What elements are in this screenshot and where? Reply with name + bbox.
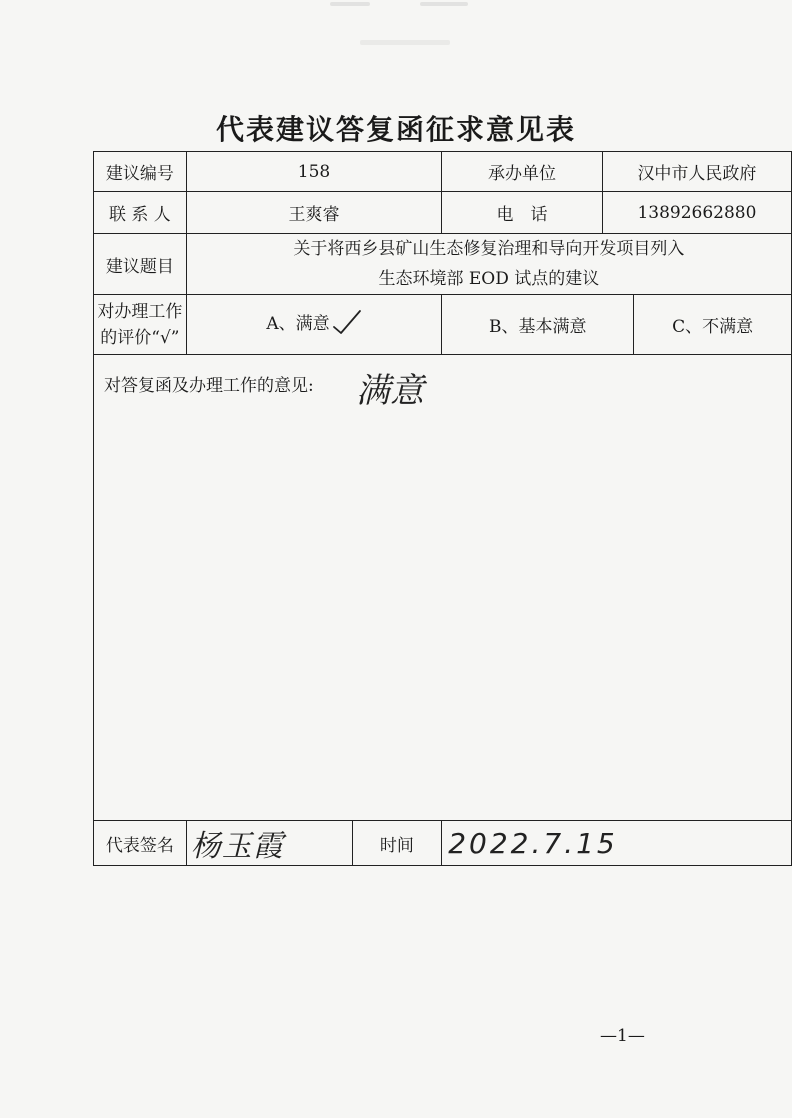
number-label: 建议编号 (94, 152, 187, 192)
time-handwritten: 2022.7.15 (448, 826, 618, 860)
option-c[interactable]: C、不满意 (634, 295, 792, 355)
topic-label: 建议题目 (94, 234, 187, 295)
number-value: 158 (186, 152, 441, 192)
evaluation-label (94, 295, 187, 355)
opinion-form-table (93, 151, 792, 866)
unit-value: 汉中市人民政府 (602, 152, 791, 192)
topic-line-1: 关于将西乡县矿山生态修复治理和导向开发项目列入 (293, 239, 685, 259)
contact-value: 王爽睿 (186, 192, 441, 234)
page-number: —1— (600, 1026, 645, 1046)
time-label: 时间 (352, 821, 442, 866)
scan-artifact (330, 2, 370, 6)
opinion-label: 对答复函及办理工作的意见: (104, 376, 314, 396)
contact-label: 联 系 人 (94, 192, 187, 234)
evaluation-label-line-2: 的评价“√” (100, 327, 180, 348)
signature-label: 代表签名 (94, 821, 187, 866)
checkmark-icon (332, 309, 362, 340)
option-a[interactable] (186, 295, 441, 355)
phone-value: 13892662880 (602, 192, 791, 234)
opinion-cell (94, 355, 792, 821)
signature-handwritten: 杨玉霞 (190, 829, 284, 864)
unit-label: 承办单位 (442, 152, 603, 192)
option-b[interactable]: B、基本满意 (442, 295, 634, 355)
page-title: 代表建议答复函征求意见表 (215, 113, 576, 146)
opinion-handwritten: 满意 (356, 371, 424, 411)
evaluation-label-line-1: 对办理工作 (97, 301, 183, 322)
time-value (442, 821, 792, 866)
scan-artifact (360, 40, 450, 45)
phone-label: 电 话 (442, 192, 603, 234)
scan-artifact (420, 2, 468, 6)
signature-value (186, 821, 352, 866)
option-a-label: A、满意 (266, 314, 330, 334)
topic-line-2: 生态环境部 EOD 试点的建议 (378, 269, 600, 289)
topic-value (186, 234, 791, 295)
